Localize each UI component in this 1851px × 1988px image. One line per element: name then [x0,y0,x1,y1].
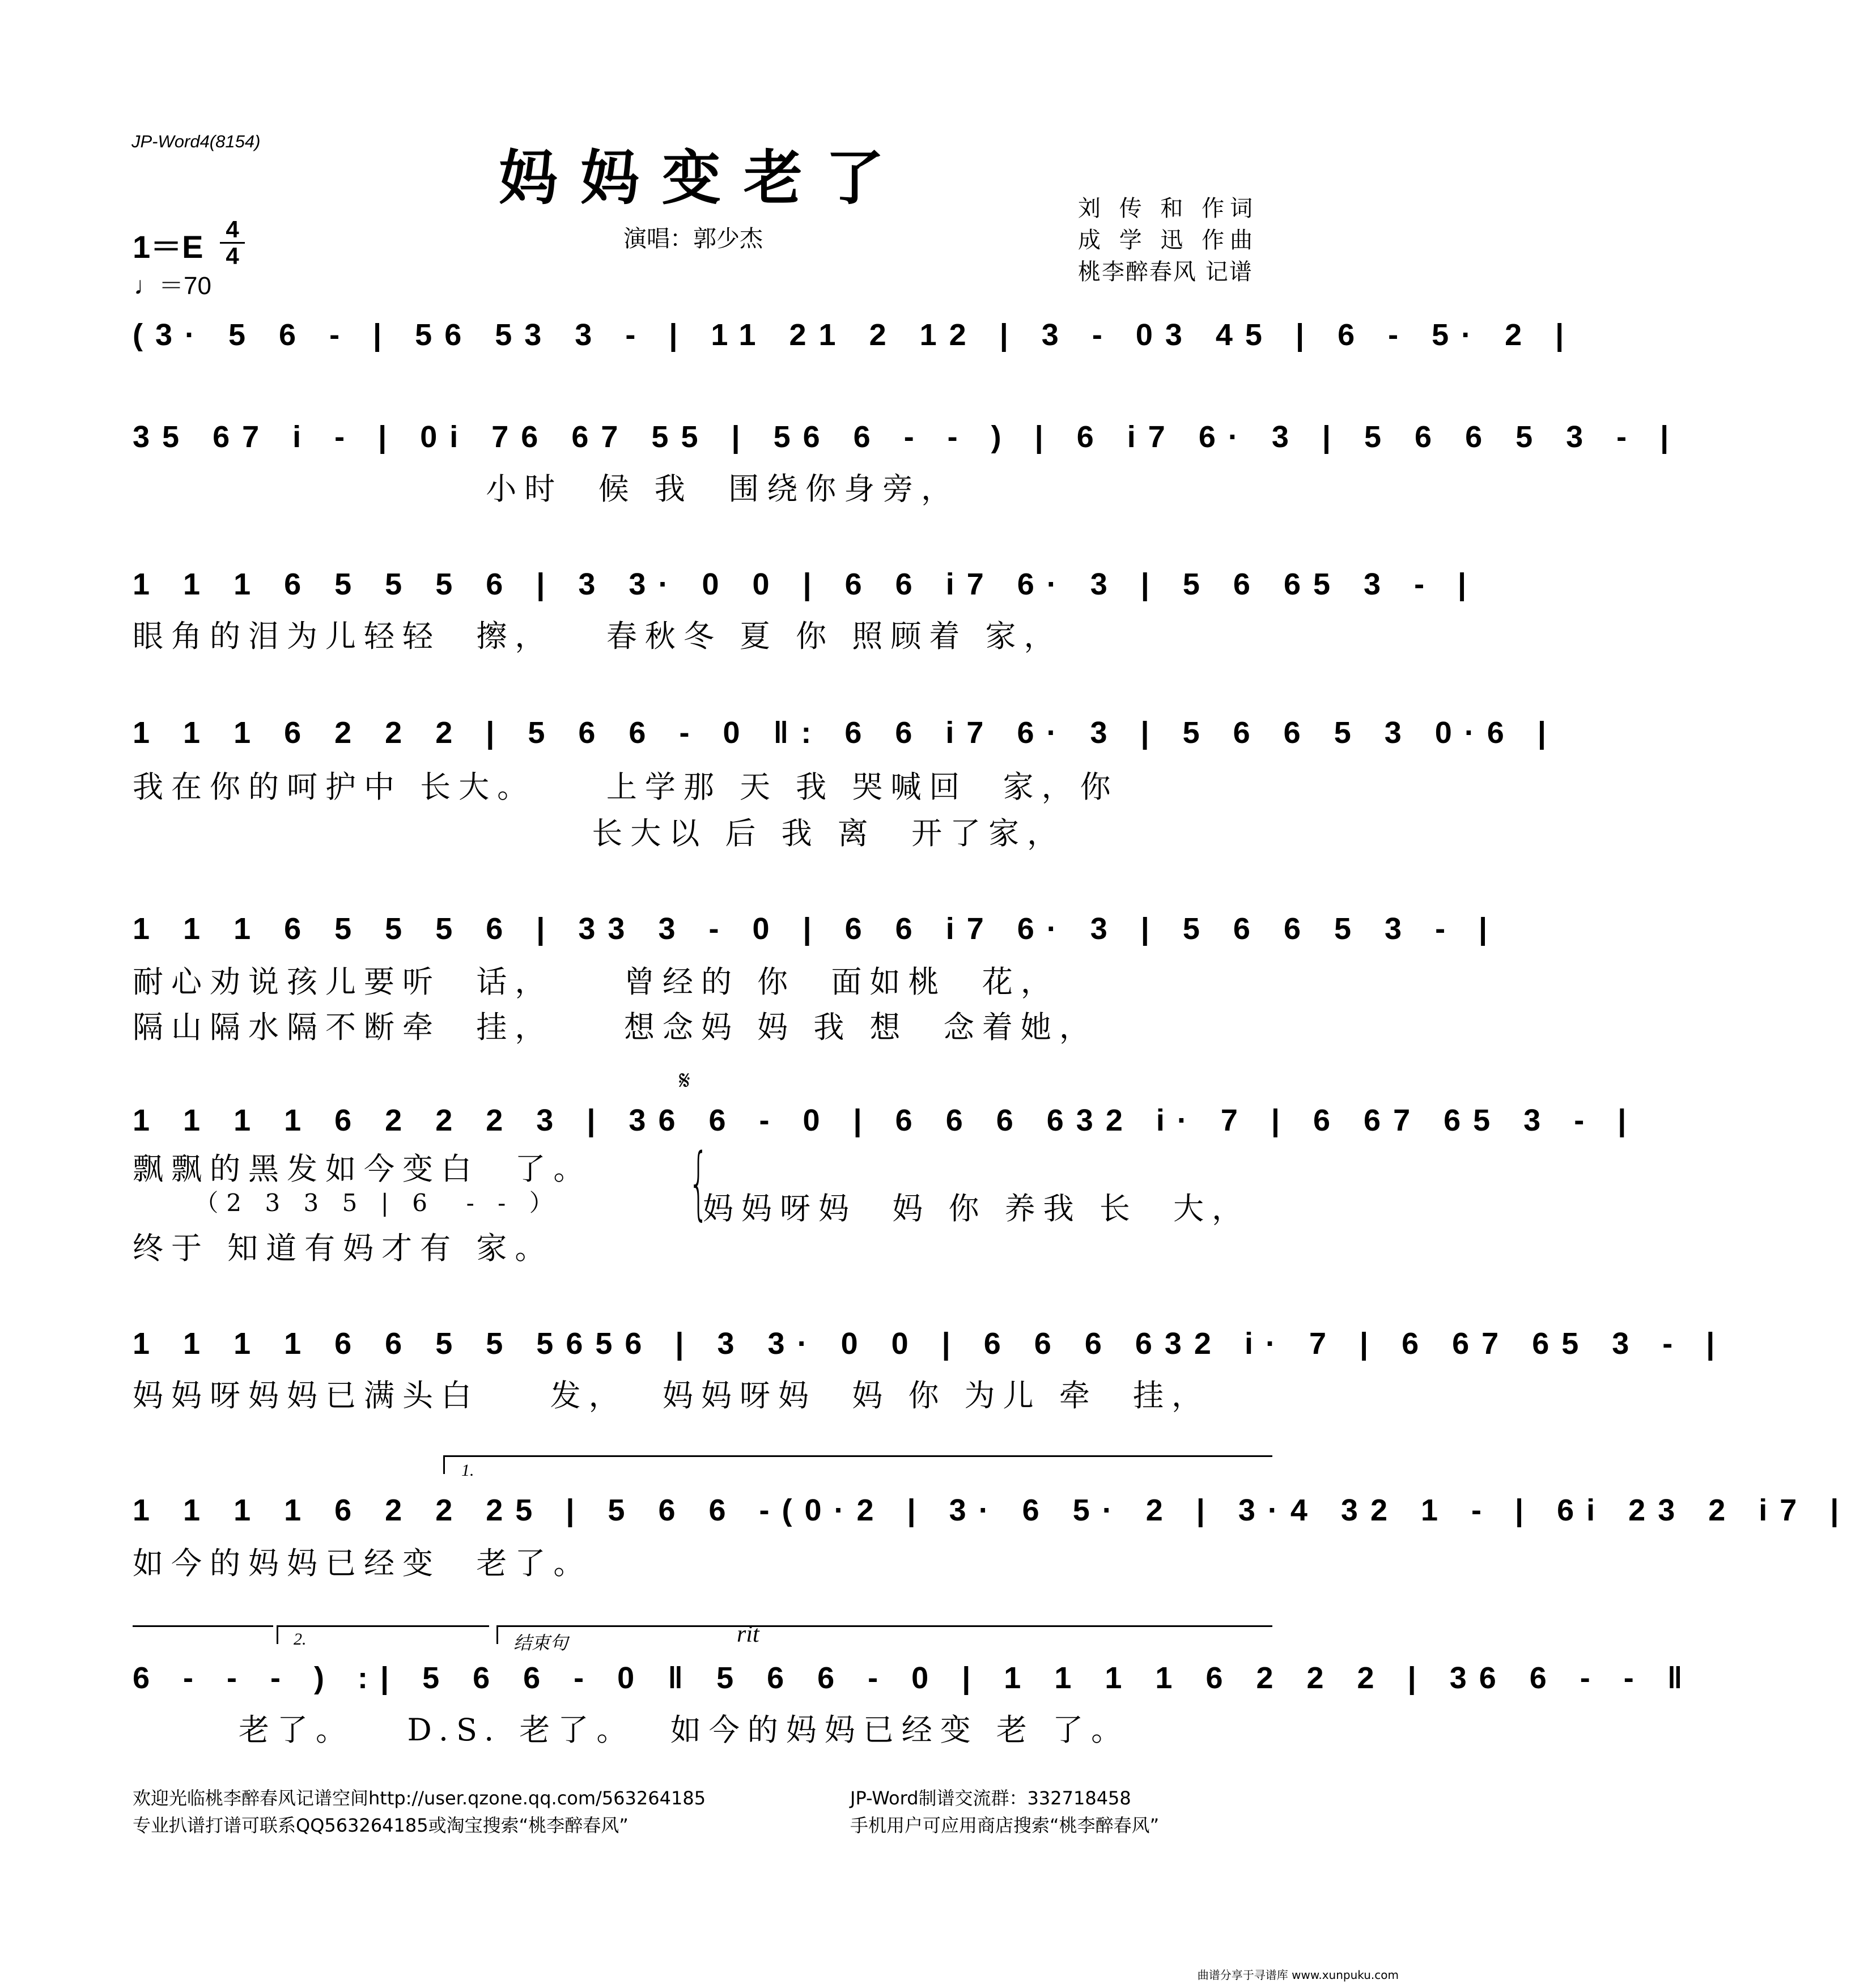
notation-row-9: 6 - - - ) :| 5 6 6 - 0 ‖ 5 6 6 - 0 | 1 1 1 1 6 2 2 2 | 36 6 - - ‖ [133,1661,1695,1695]
lyric-row-9-verse-1: 老了。 D.S. 老了。 如今的妈妈已经变 老 了。 [133,1712,1130,1748]
lyric-row-7-verse-1: 妈妈呀妈妈已满头白 发， 妈妈呀妈 妈 你 为儿 牵 挂， [133,1378,1211,1413]
footer-contact: 专业扒谱打谱可联系QQ563264185或淘宝搜索“桃李醉春风” [133,1815,629,1836]
notation-row-3: 1 1 1 6 5 5 5 6 | 3 3· 0 0 | 6 6 i7 6· 3 | 5 6 65 3 - | [133,567,1479,601]
ritardando-mark: rit [737,1621,759,1647]
lyric-row-3-verse-1: 眼角的泪为儿轻轻 擦， 春秋冬 夏 你 照顾着 家， [133,618,1063,654]
notation-row-1: (3· 5 6 - | 56 53 3 - | 11 21 2 12 | 3 - 03 45 | 6 - 5· 2 | [133,318,1577,352]
footer-welcome: 欢迎光临桃李醉春风记谱空间http://user.qzone.qq.com/563264185 [133,1787,706,1809]
footer-group: JP-Word制谱交流群：332718458 [850,1787,1131,1809]
lyric-row-6-verse-2: 终于 知道有妈才有 家。 [133,1230,554,1266]
notation-row-2: 35 67 i - | 0i 76 67 55 | 56 6 - - ) | 6 i7 6· 3 | 5 6 6 5 3 - | [133,420,1682,454]
song-title: 妈妈变老了 [498,143,907,213]
lyric-row-4-verse-2: 长大以 后 我 离 开了家， [133,815,1066,851]
volta-bracket-1 [443,1455,1272,1474]
notation-row-7: 1 1 1 1 6 6 5 5 5656 | 3 3· 0 0 | 6 6 6 632 i· 7 | 6 67 65 3 - | [133,1327,1727,1361]
lyric-row-6-verse-1: 飘飘的黑发如今变白 了。 [133,1151,592,1187]
lyric-row-2-verse-1: 小时 候 我 围绕你身旁， [133,471,960,507]
notation-row-5: 1 1 1 6 5 5 5 6 | 33 3 - 0 | 6 6 i7 6· 3 | 5 6 6 5 3 - | [133,912,1500,946]
lyric-row-5-verse-2: 隔山隔水隔不断牵 挂， 想念妈 妈 我 想 念着她， [133,1009,1098,1045]
ending-label: 结束句 [513,1632,568,1654]
time-signature [220,218,245,267]
singer-label: 演唱：郭少杰 [623,225,763,252]
ending-bracket [496,1625,1272,1644]
transcriber-credit: 桃李醉春风 记谱 [1078,259,1253,285]
lyricist-credit: 刘 传 和 作词 [1078,196,1259,222]
lyric-row-8-verse-1: 如今的妈妈已经变 老了。 [133,1545,592,1581]
lyric-row-5-verse-1: 耐心劝说孩儿要听 话， 曾经的 你 面如桃 花， [133,964,1059,1000]
tempo-marking: ♩＝70 [134,272,211,300]
notation-row-4: 1 1 1 6 2 2 2 | 5 6 6 - 0 ‖: 6 6 i7 6· 3 | 5 6 6 5 3 0·6 | [133,716,1559,750]
notation-row-8: 1 1 1 1 6 2 2 25 | 5 6 6 -(0·2 | 3· 6 5· 2 | 3·4 32 1 - | 6i 23 2 i7 | [133,1493,1851,1527]
footer-app-note: 手机用户可应用商店搜索“桃李醉春风” [850,1815,1160,1836]
lyric-row-4-verse-1: 我在你的呵护中 长大。 上学那 天 我 哭喊回 家，你 [133,769,1119,805]
time-signature-bottom: 4 [226,243,239,269]
notation-row-6: 1 1 1 1 6 2 2 2 3 | 36 6 - 0 | 6 6 6 632 i· 7 | 6 67 65 3 - | [133,1103,1639,1137]
volta-bracket-2 [277,1625,489,1644]
lyric-row-6-chorus: 妈妈呀妈 妈 你 养我 长 大， [703,1191,1251,1226]
composer-credit: 成 学 迅 作曲 [1078,227,1259,253]
lyric-row-6-interlude: （2 3 3 5 | 6 - - ） [133,1189,561,1217]
watermark: 曲谱分享于寻谱库 www.xunpuku.com [1197,1968,1399,1982]
key-signature: 1＝E [133,229,203,265]
segno-sign: 𝄋 [679,1066,690,1095]
verse-brace: { [688,1137,709,1229]
repeat-line [133,1625,273,1627]
version-label: JP-Word4(8154) [131,131,261,151]
volta-1-label: 1. [461,1461,474,1480]
volta-2-label: 2. [294,1630,307,1649]
time-signature-top: 4 [226,216,239,243]
